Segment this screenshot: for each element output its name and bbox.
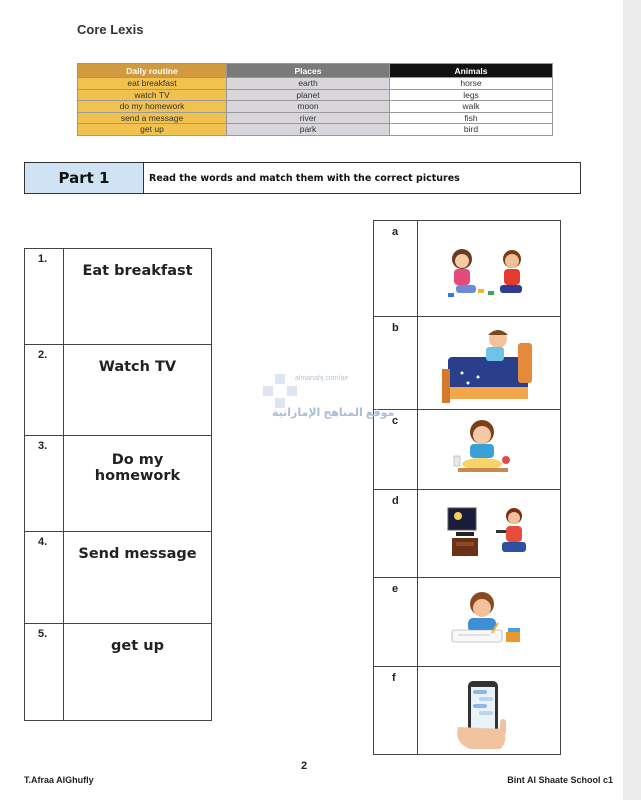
word-number: 2.: [38, 349, 48, 361]
watermark-text: موقع المناهج الإماراتية: [272, 407, 395, 419]
lexis-cell: bird: [390, 124, 553, 136]
picture-cell: [418, 317, 560, 410]
picture-row: [374, 666, 560, 755]
picture-cell: [418, 578, 560, 667]
lexis-row: [78, 78, 553, 90]
picture-letter: b: [392, 322, 399, 334]
picture-letter-cell: [374, 317, 418, 410]
picture-letter: d: [392, 495, 399, 507]
footer-author: T.Afraa AlGhufly: [24, 775, 94, 785]
word-number: 5.: [38, 628, 48, 640]
lexis-cell: planet: [227, 89, 390, 101]
word-text: Do my homework: [94, 452, 181, 484]
word-number: 3.: [38, 440, 48, 452]
picture-cell: [418, 667, 560, 755]
lexis-cell: park: [227, 124, 390, 136]
part-header: [24, 162, 581, 194]
pictures-table: [373, 220, 561, 755]
picture-row: [374, 577, 560, 667]
column-header-places: Places: [227, 64, 390, 78]
word-number-cell: [25, 436, 64, 532]
word-row: [25, 623, 211, 721]
word-row: [25, 249, 211, 344]
part-instruction: Read the words and match them with the correct pictures: [149, 172, 460, 184]
picture-cell: [418, 490, 560, 578]
picture-letter-cell: [374, 221, 418, 316]
picture-letter-cell: [374, 410, 418, 490]
picture-letter: f: [392, 672, 396, 684]
girl-eating-breakfast-icon: [418, 410, 560, 490]
lexis-cell: watch TV: [78, 89, 227, 101]
lexis-cell: get up: [78, 124, 227, 136]
core-lexis-table: [77, 63, 553, 136]
word-number-cell: [25, 345, 64, 436]
kids-playing-icon: [418, 221, 560, 316]
footer-school: Bint Al Shaate School c1: [507, 775, 613, 785]
lexis-cell: send a message: [78, 112, 227, 124]
lexis-cell: legs: [390, 89, 553, 101]
word-number-cell: [25, 249, 64, 344]
word-text: Watch TV: [98, 359, 177, 375]
lexis-cell: river: [227, 112, 390, 124]
lexis-row: [78, 124, 553, 136]
page-title: Core Lexis: [77, 22, 144, 37]
phone-message-icon: [418, 667, 560, 755]
picture-letter-cell: [374, 667, 418, 755]
word-row: [25, 531, 211, 624]
boy-doing-homework-icon: [418, 578, 560, 667]
word-text: get up: [111, 638, 164, 654]
girl-watching-tv-icon: [418, 490, 560, 578]
word-text: Send message: [78, 546, 197, 562]
word-number: 1.: [38, 253, 48, 265]
boy-waking-up-icon: [418, 317, 560, 410]
word-row: [25, 344, 211, 436]
lexis-cell: horse: [390, 78, 553, 90]
lexis-cell: do my homework: [78, 101, 227, 113]
page-number: 2: [301, 760, 308, 772]
word-number: 4.: [38, 536, 48, 548]
word-number-cell: [25, 532, 64, 624]
lexis-cell: eat breakfast: [78, 78, 227, 90]
words-table: [24, 248, 212, 721]
picture-row: [374, 489, 560, 578]
column-header-animals: Animals: [390, 64, 553, 78]
picture-cell: [418, 221, 560, 316]
picture-row: [374, 316, 560, 410]
picture-letter-cell: [374, 490, 418, 578]
lexis-row: [78, 112, 553, 124]
lexis-row: [78, 89, 553, 101]
word-text: Eat breakfast: [82, 263, 193, 279]
lexis-cell: walk: [390, 101, 553, 113]
lexis-cell: fish: [390, 112, 553, 124]
word-row: [25, 435, 211, 532]
page-edge: [623, 0, 641, 800]
lexis-cell: moon: [227, 101, 390, 113]
picture-letter: c: [392, 415, 399, 427]
picture-cell: [418, 410, 560, 490]
lexis-cell: earth: [227, 78, 390, 90]
column-header-daily-routine: Daily routine: [78, 64, 227, 78]
part-label: Part 1: [25, 163, 144, 193]
picture-letter: a: [392, 226, 399, 238]
word-number-cell: [25, 624, 64, 721]
watermark-url: almanahj.com/ae: [295, 375, 349, 382]
picture-row: [374, 409, 560, 490]
picture-letter: e: [392, 583, 399, 595]
picture-letter-cell: [374, 578, 418, 667]
lexis-row: [78, 101, 553, 113]
picture-row: [374, 221, 560, 316]
